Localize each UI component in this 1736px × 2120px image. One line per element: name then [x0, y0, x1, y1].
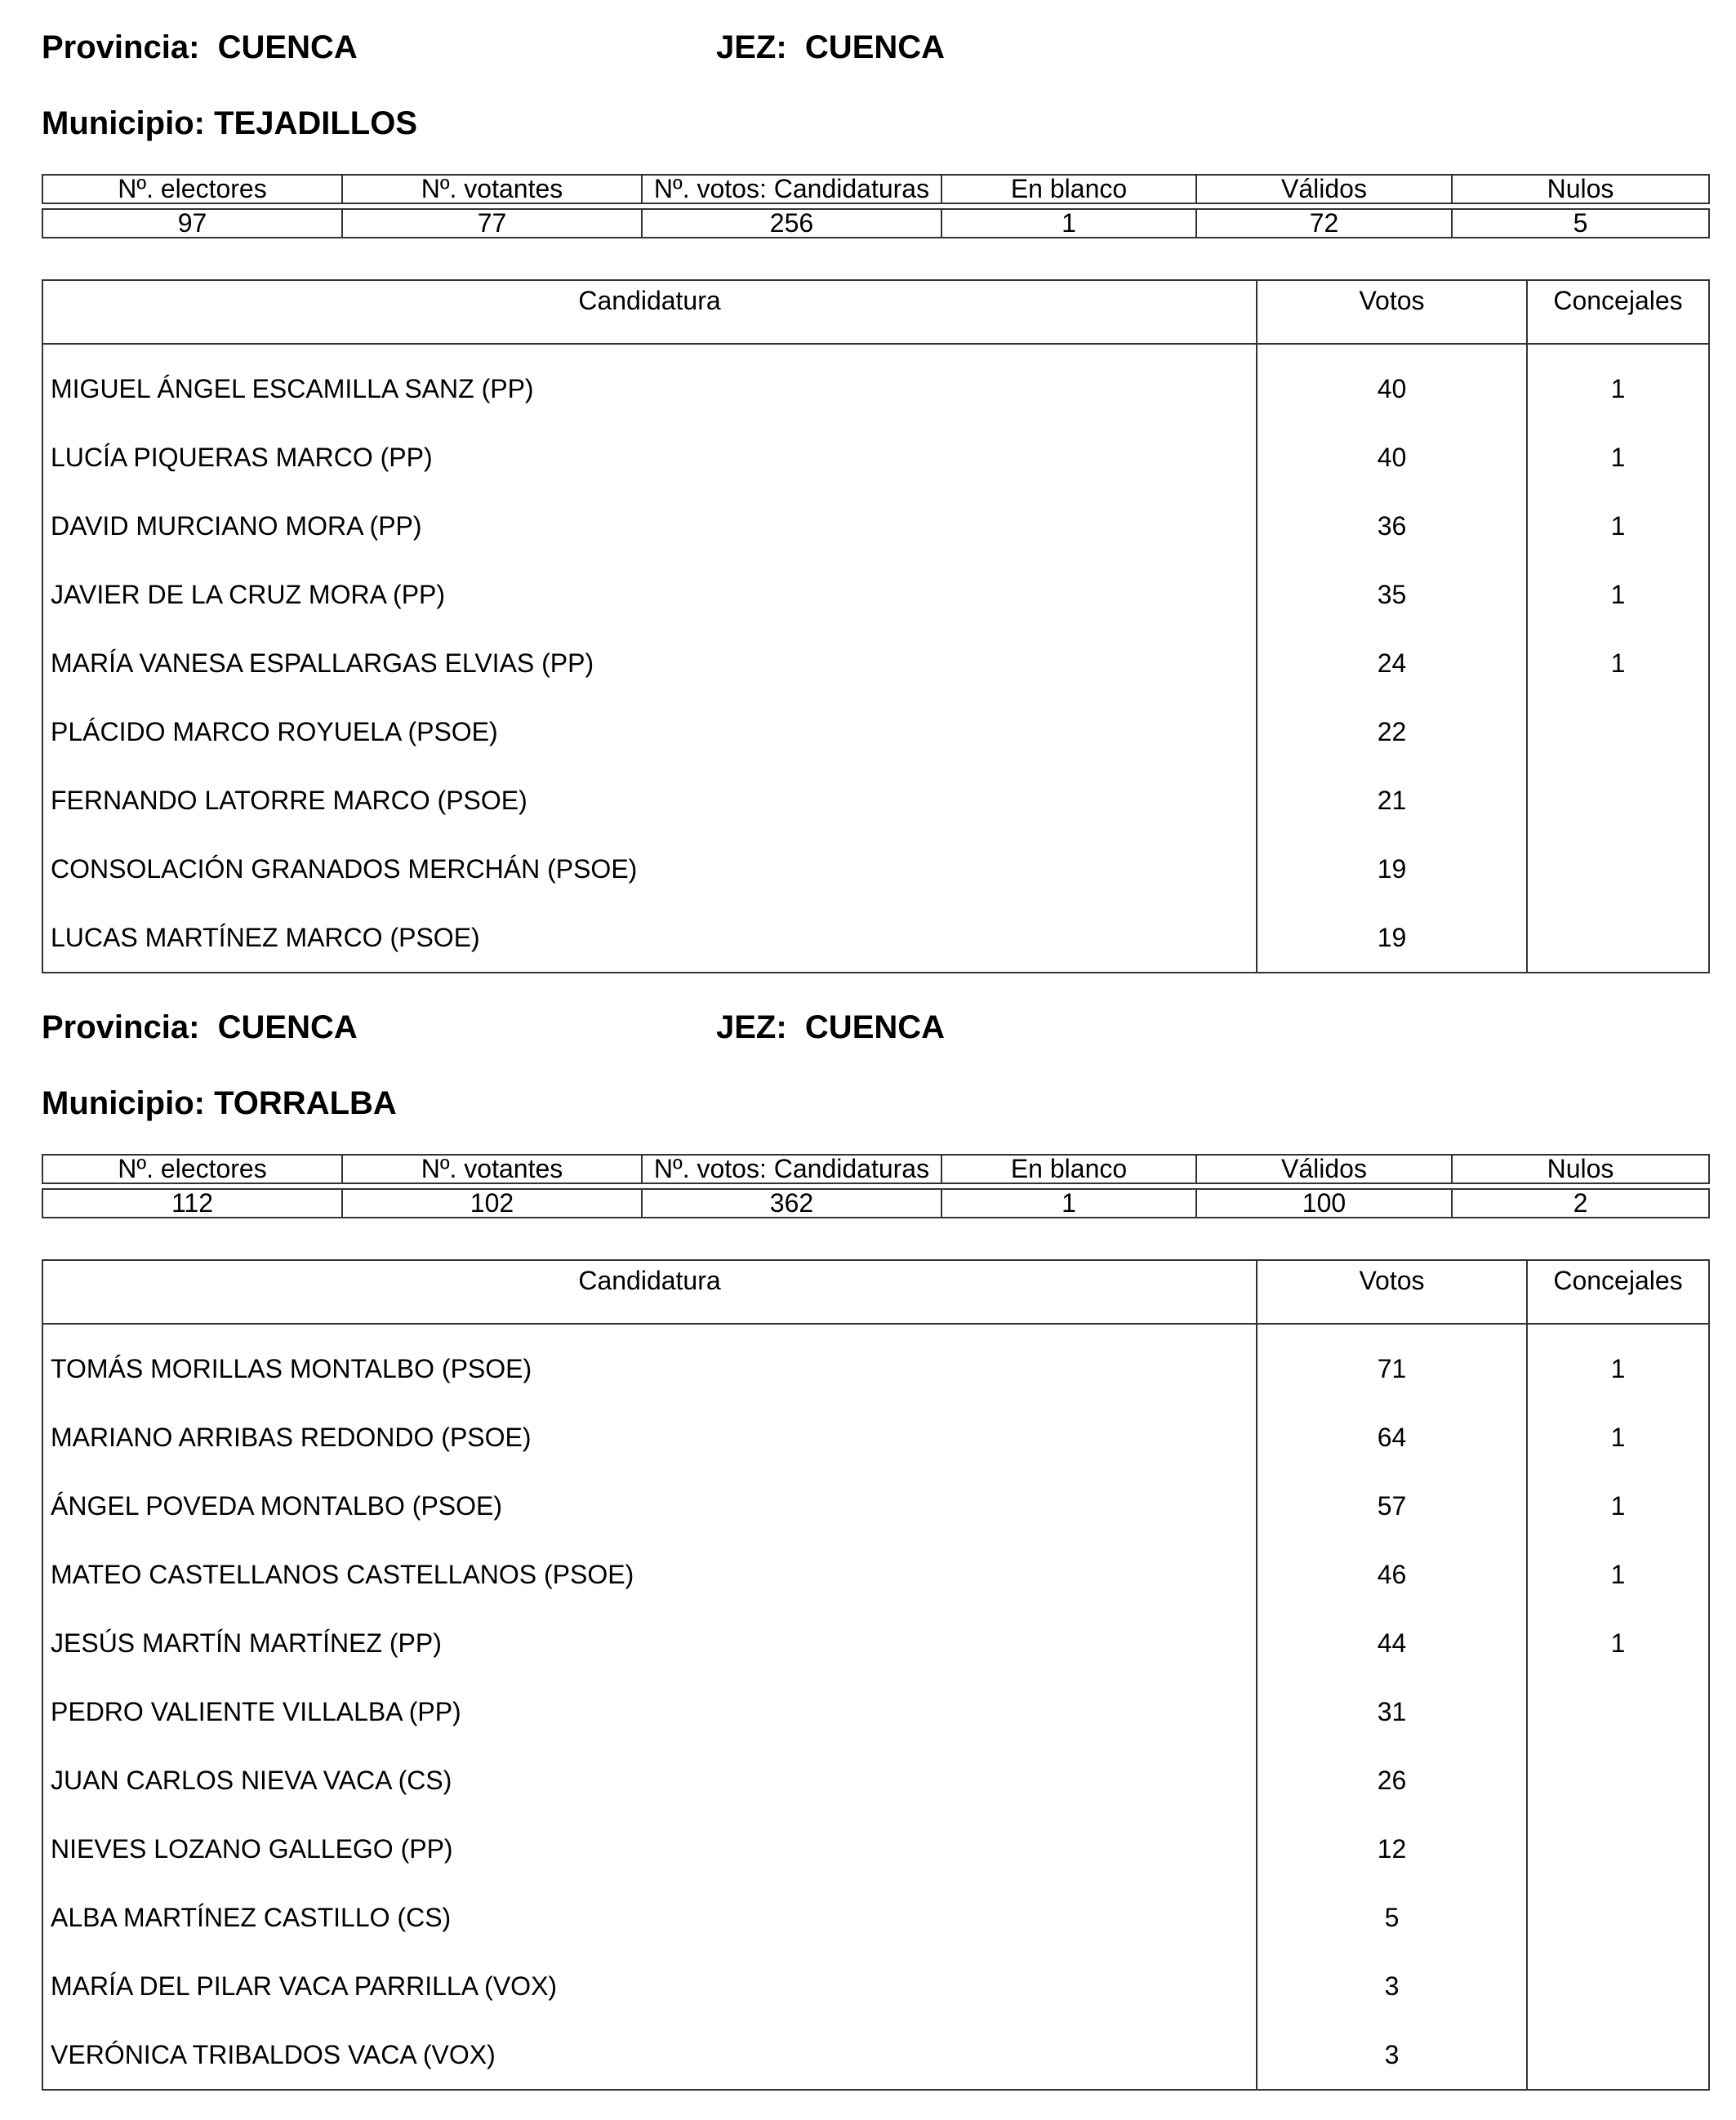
table-row [42, 1403, 1709, 1472]
stats-value-en-blanco: 1 [941, 1189, 1196, 1218]
candidate-seats [1527, 1746, 1709, 1815]
stats-value-votos-candidaturas: 362 [642, 1189, 941, 1218]
candidate-name: MARÍA VANESA ESPALLARGAS ELVIAS (PP) [42, 629, 1257, 697]
table-row [42, 423, 1709, 492]
table-row [42, 903, 1709, 973]
stats-header-votantes: Nº. votantes [342, 1155, 642, 1183]
candidate-name: LUCAS MARTÍNEZ MARCO (PSOE) [42, 903, 1257, 973]
candidate-seats: 1 [1527, 629, 1709, 697]
stats-header-electores: Nº. electores [42, 175, 342, 203]
candidate-seats: 1 [1527, 1609, 1709, 1677]
candidate-votes: 44 [1257, 1609, 1527, 1677]
candidate-votes: 46 [1257, 1540, 1527, 1609]
stats-header-votos-candidaturas: Nº. votos: Candidaturas [642, 1155, 941, 1183]
candidate-seats: 1 [1527, 344, 1709, 423]
col-candidatura-header: Candidatura [42, 1260, 1257, 1324]
candidate-seats: 1 [1527, 560, 1709, 629]
stats-header-en-blanco: En blanco [941, 175, 1196, 203]
stats-header-validos: Válidos [1196, 175, 1452, 203]
stats-header-nulos: Nulos [1452, 175, 1709, 203]
jez-label: JEZ: [716, 1009, 787, 1045]
provincia-heading [42, 31, 358, 64]
candidate-votes: 57 [1257, 1472, 1527, 1540]
candidate-name: MARIANO ARRIBAS REDONDO (PSOE) [42, 1403, 1257, 1472]
candidate-votes: 5 [1257, 1883, 1527, 1952]
candidate-votes: 64 [1257, 1403, 1527, 1472]
candidate-seats [1527, 1677, 1709, 1746]
table-row [42, 1746, 1709, 1815]
stats-header-en-blanco: En blanco [941, 1155, 1196, 1183]
table-row [42, 697, 1709, 766]
stats-table [42, 1154, 1710, 1218]
table-row [42, 1815, 1709, 1883]
candidate-seats: 1 [1527, 1403, 1709, 1472]
candidate-votes: 31 [1257, 1677, 1527, 1746]
candidate-name: ÁNGEL POVEDA MONTALBO (PSOE) [42, 1472, 1257, 1540]
candidates-table [42, 279, 1710, 973]
jez-value: CUENCA [804, 29, 946, 65]
col-votos-header: Votos [1257, 280, 1527, 344]
candidate-seats [1527, 1815, 1709, 1883]
municipio-value: TEJADILLOS [214, 105, 417, 141]
stats-value-validos: 100 [1196, 1189, 1452, 1218]
provincia-label: Provincia: [42, 29, 200, 65]
table-row [42, 1324, 1709, 1403]
col-concejales-header: Concejales [1527, 280, 1709, 344]
candidate-seats [1527, 2020, 1709, 2090]
table-row [42, 1540, 1709, 1609]
candidate-seats: 1 [1527, 423, 1709, 492]
stats-table [42, 174, 1710, 238]
table-row [42, 629, 1709, 697]
candidate-votes: 35 [1257, 560, 1527, 629]
table-row [42, 1677, 1709, 1746]
candidate-name: CONSOLACIÓN GRANADOS MERCHÁN (PSOE) [42, 835, 1257, 903]
stats-header-validos: Válidos [1196, 1155, 1452, 1183]
candidate-name: MATEO CASTELLANOS CASTELLANOS (PSOE) [42, 1540, 1257, 1609]
stats-header-votos-candidaturas: Nº. votos: Candidaturas [642, 175, 941, 203]
stats-value-electores: 97 [42, 209, 342, 238]
stats-header-row [42, 175, 1709, 203]
candidate-name: MIGUEL ÁNGEL ESCAMILLA SANZ (PP) [42, 344, 1257, 423]
provincia-value: CUENCA [217, 1009, 358, 1045]
candidate-name: JAVIER DE LA CRUZ MORA (PP) [42, 560, 1257, 629]
candidate-seats: 1 [1527, 1540, 1709, 1609]
candidate-name: MARÍA DEL PILAR VACA PARRILLA (VOX) [42, 1952, 1257, 2020]
table-row [42, 344, 1709, 423]
col-candidatura-header: Candidatura [42, 280, 1257, 344]
municipio-label: Municipio: [42, 1085, 205, 1121]
table-row [42, 1883, 1709, 1952]
candidate-name: FERNANDO LATORRE MARCO (PSOE) [42, 766, 1257, 835]
candidate-votes: 3 [1257, 2020, 1527, 2090]
table-row [42, 560, 1709, 629]
candidate-votes: 36 [1257, 492, 1527, 560]
municipio-heading [42, 107, 417, 140]
candidate-seats [1527, 835, 1709, 903]
candidate-votes: 40 [1257, 344, 1527, 423]
stats-value-en-blanco: 1 [941, 209, 1196, 238]
candidate-name: VERÓNICA TRIBALDOS VACA (VOX) [42, 2020, 1257, 2090]
stats-header-electores: Nº. electores [42, 1155, 342, 1183]
table-row [42, 1952, 1709, 2020]
candidate-votes: 3 [1257, 1952, 1527, 2020]
municipio-value: TORRALBA [214, 1085, 397, 1121]
candidate-seats: 1 [1527, 1472, 1709, 1540]
candidate-votes: 19 [1257, 903, 1527, 973]
candidate-seats [1527, 697, 1709, 766]
provincia-heading [42, 1011, 358, 1044]
candidate-seats: 1 [1527, 1324, 1709, 1403]
candidate-name: JESÚS MARTÍN MARTÍNEZ (PP) [42, 1609, 1257, 1677]
candidate-name: PLÁCIDO MARCO ROYUELA (PSOE) [42, 697, 1257, 766]
candidate-votes: 40 [1257, 423, 1527, 492]
table-row [42, 2020, 1709, 2090]
stats-value-row [42, 1189, 1709, 1218]
table-row [42, 835, 1709, 903]
candidate-name: NIEVES LOZANO GALLEGO (PP) [42, 1815, 1257, 1883]
table-row [42, 492, 1709, 560]
candidate-seats [1527, 903, 1709, 973]
jez-heading [716, 31, 945, 64]
candidate-votes: 24 [1257, 629, 1527, 697]
stats-value-votantes: 102 [342, 1189, 642, 1218]
candidate-name: ALBA MARTÍNEZ CASTILLO (CS) [42, 1883, 1257, 1952]
candidate-votes: 12 [1257, 1815, 1527, 1883]
candidate-name: PEDRO VALIENTE VILLALBA (PP) [42, 1677, 1257, 1746]
candidate-name: DAVID MURCIANO MORA (PP) [42, 492, 1257, 560]
candidate-seats [1527, 1883, 1709, 1952]
stats-value-votos-candidaturas: 256 [642, 209, 941, 238]
jez-label: JEZ: [716, 29, 787, 65]
candidates-table [42, 1259, 1710, 2091]
stats-header-row [42, 1155, 1709, 1183]
col-concejales-header: Concejales [1527, 1260, 1709, 1324]
table-row [42, 1609, 1709, 1677]
candidates-header-row [42, 1260, 1709, 1324]
municipio-label: Municipio: [42, 105, 205, 141]
stats-value-electores: 112 [42, 1189, 342, 1218]
candidates-header-row [42, 280, 1709, 344]
candidate-votes: 19 [1257, 835, 1527, 903]
stats-value-votantes: 77 [342, 209, 642, 238]
candidate-seats [1527, 1952, 1709, 2020]
candidate-seats [1527, 766, 1709, 835]
candidate-name: LUCÍA PIQUERAS MARCO (PP) [42, 423, 1257, 492]
candidate-votes: 21 [1257, 766, 1527, 835]
stats-value-nulos: 2 [1452, 1189, 1709, 1218]
stats-header-votantes: Nº. votantes [342, 175, 642, 203]
candidate-votes: 22 [1257, 697, 1527, 766]
stats-value-validos: 72 [1196, 209, 1452, 238]
stats-value-row [42, 209, 1709, 238]
candidate-votes: 26 [1257, 1746, 1527, 1815]
candidate-name: JUAN CARLOS NIEVA VACA (CS) [42, 1746, 1257, 1815]
table-row [42, 766, 1709, 835]
candidate-votes: 71 [1257, 1324, 1527, 1403]
municipio-heading [42, 1087, 397, 1120]
stats-header-nulos: Nulos [1452, 1155, 1709, 1183]
jez-heading [716, 1011, 945, 1044]
candidate-seats: 1 [1527, 492, 1709, 560]
col-votos-header: Votos [1257, 1260, 1527, 1324]
provincia-value: CUENCA [217, 29, 358, 65]
candidate-name: TOMÁS MORILLAS MONTALBO (PSOE) [42, 1324, 1257, 1403]
jez-value: CUENCA [804, 1009, 946, 1045]
stats-value-nulos: 5 [1452, 209, 1709, 238]
provincia-label: Provincia: [42, 1009, 200, 1045]
table-row [42, 1472, 1709, 1540]
